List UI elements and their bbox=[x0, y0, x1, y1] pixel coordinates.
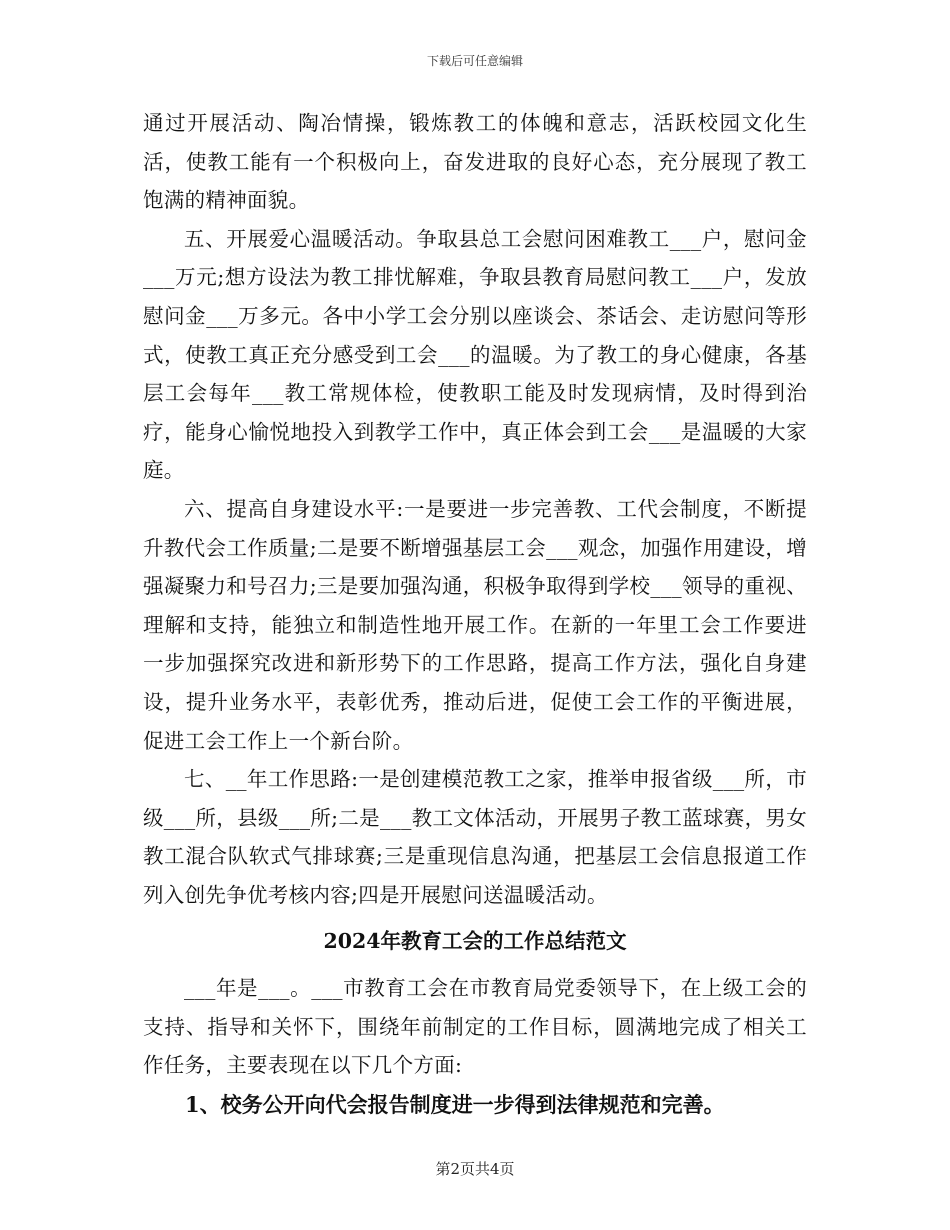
paragraph-section-five: 五、开展爱心温暖活动。争取县总工会慰问困难教工___户，慰问金___万元;想方设法为教工排忧解难，争取县教育局慰问教工___户，发放慰问金___万多元。各中小学工会分别以座谈会、茶话会、走访慰问等形式，使教工真正充分感受到工会___的温暖。为了教工的身心健康，各基层工会每年___教工常规体检，使教职工能及时发现病情，及时得到治疗，能身心愉悦地投入到教学工作中，真正体会到工会___是温暖的大家庭。 bbox=[143, 226, 807, 483]
page-number: 第2页共4页 bbox=[435, 1160, 515, 1178]
document-title: 2024年教育工会的工作总结范文 bbox=[323, 929, 627, 954]
heading-item-one: 1、校务公开向代会报告制度进一步得到法律规范和完善。 bbox=[185, 1091, 725, 1117]
paragraph-intro: ___年是___。___市教育工会在市教育局党委领导下，在上级工会的支持、指导和关怀下，围绕年前制定的工作目标，圆满地完成了相关工作任务，主要表现在以下几个方面: bbox=[143, 976, 807, 1078]
paragraph-continuation: 通过开展活动、陶冶情操，锻炼教工的体魄和意志，活跃校园文化生活，使教工能有一个积极向上，奋发进取的良好心态，充分展现了教工饱满的精神面貌。 bbox=[143, 111, 807, 213]
paragraph-section-seven: 七、__年工作思路:一是创建模范教工之家，推举申报省级___所，市级___所，县级___所;二是___教工文体活动，开展男子教工蓝球赛，男女教工混合队软式气排球赛;三是重现信息沟通，把基层工会信息报道工作列入创先争优考核内容;四是开展慰问送温暖活动。 bbox=[143, 767, 807, 907]
page-header-note: 下载后可任意编辑 bbox=[426, 54, 523, 68]
document-body bbox=[143, 104, 807, 1125]
paragraph-section-six: 六、提高自身建设水平:一是要进一步完善教、工代会制度，不断提升教代会工作质量;二是要不断增强基层工会___观念，加强作用建设，增强凝聚力和号召力;三是要加强沟通，积极争取得到学校___领导的重视、理解和支持，能独立和制造性地开展工作。在新的一年里工会工作要进一步加强探究改进和新形势下的工作思路，提高工作方法，强化自身建设，提升业务水平，表彰优秀，推动后进，促使工会工作的平衡进展，促进工会工作上一个新台阶。 bbox=[143, 496, 807, 753]
